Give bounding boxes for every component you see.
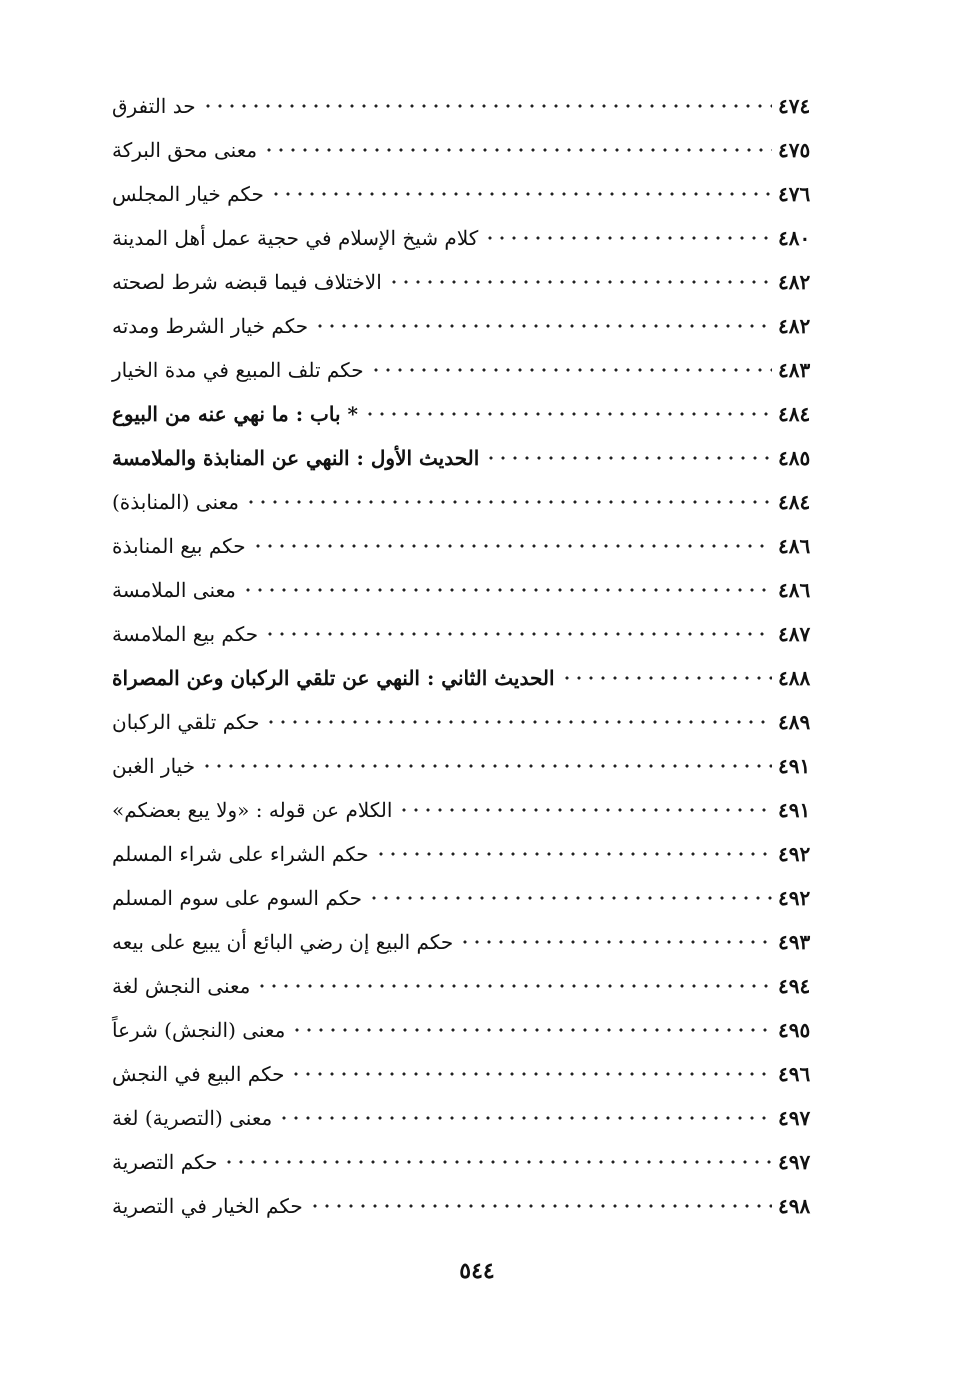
toc-entry [106,260,824,304]
toc-entry [106,920,824,964]
dot-leader [561,656,772,700]
toc-entry [106,832,824,876]
toc-entry-title: حكم التصرية [112,1150,218,1174]
toc-entry [106,744,824,788]
toc-entry-page: ٤٨٣ [778,358,811,382]
dot-leader [370,348,772,392]
toc-entry [106,216,824,260]
toc-section-heading [106,392,824,436]
toc-entry-page: ٤٩٧ [778,1106,811,1130]
toc-entry-page: ٤٩٤ [778,974,811,998]
toc-entry-title: كلام شيخ الإسلام في حجية عمل أهل المدينة [112,226,479,250]
dot-leader [375,832,772,876]
dot-leader [291,1008,772,1052]
toc-entry-title: حكم السوم على سوم المسلم [112,886,363,910]
toc-entry-title: حكم الخيار في التصرية [112,1194,303,1218]
toc-entry-page: ٤٩١ [778,754,811,778]
toc-entry-title: الحديث الأول : النهي عن المنابذة والملامسة [112,446,480,470]
dot-leader [314,304,772,348]
toc-entry [106,480,824,524]
toc-entry [106,1052,824,1096]
dot-leader [201,744,772,788]
table-of-contents [106,84,824,1228]
dot-leader [485,436,772,480]
toc-entry-page: ٤٨٧ [778,622,811,646]
dot-leader [264,612,772,656]
toc-entry-page: ٤٩١ [778,798,811,822]
toc-entry-page: ٤٨٠ [778,226,811,250]
toc-entry-page: ٤٨٤ [778,402,811,426]
toc-entry-title: معنى (التصرية) لغة [112,1106,273,1130]
toc-entry-title: حكم خيار الشرط ومدته [112,314,309,338]
page-number: ٥٤٤ [459,1258,495,1284]
toc-entry-page: ٤٨٦ [778,578,811,602]
toc-entry [106,568,824,612]
toc-entry-title: حكم خيار المجلس [112,182,264,206]
toc-entry [106,524,824,568]
dot-leader [278,1096,772,1140]
dot-leader [202,84,772,128]
toc-entry-title: معنى الملامسة [112,578,236,602]
toc-entry [106,348,824,392]
toc-entry-title: حكم البيع في النجش [112,1062,285,1086]
toc-entry [106,1140,824,1184]
toc-entry-page: ٤٧٤ [778,94,811,118]
dot-leader [364,392,772,436]
toc-entry-page: ٤٩٥ [778,1018,811,1042]
toc-entry-page: ٤٩٣ [778,930,811,954]
toc-entry-title: حكم البيع إن رضي البائع أن يبيع على بيعه [112,930,454,954]
toc-entry-title: حكم بيع المنابذة [112,534,246,558]
toc-entry-title: حكم تلف المبيع في مدة الخيار [112,358,364,382]
toc-entry-title: حكم الشراء على شراء المسلم [112,842,369,866]
toc-entry [106,964,824,1008]
toc-entry-page: ٤٩٧ [778,1150,811,1174]
toc-entry [106,700,824,744]
toc-entry [106,612,824,656]
dot-leader [252,524,772,568]
toc-entry [106,128,824,172]
dot-leader [223,1140,772,1184]
toc-entry-title: حكم بيع الملامسة [112,622,259,646]
toc-entry-page: ٤٧٦ [778,182,811,206]
dot-leader [265,700,772,744]
toc-section-heading [106,656,824,700]
toc-entry-page: ٤٨٤ [778,490,811,514]
toc-entry [106,1184,824,1228]
toc-entry [106,1096,824,1140]
dot-leader [398,788,772,832]
dot-leader [368,876,772,920]
toc-entry-title: حد التفرق [112,94,196,118]
toc-entry-page: ٤٩٨ [778,1194,811,1218]
toc-entry-title: الكلام عن قوله : «ولا يبع بعضكم» [112,798,393,822]
toc-entry [106,1008,824,1052]
toc-entry-title: الحديث الثاني : النهي عن تلقي الركبان وعن المصراة [112,666,555,690]
toc-entry-title: * باب : ما نهي عنه من البيوع [112,402,358,426]
toc-entry-page: ٤٩٢ [778,886,811,910]
toc-entry-page: ٤٩٦ [778,1062,811,1086]
dot-leader [245,480,772,524]
toc-entry-title: معنى النجش لغة [112,974,251,998]
toc-entry [106,788,824,832]
toc-entry-title: خيار الغبن [112,754,196,778]
toc-entry [106,172,824,216]
dot-leader [270,172,772,216]
toc-entry-title: معنى محق البركة [112,138,258,162]
dot-leader [263,128,772,172]
toc-entry-page: ٤٨٢ [778,314,811,338]
toc-entry-page: ٤٨٢ [778,270,811,294]
dot-leader [459,920,772,964]
toc-entry-title: معنى (النجش) شرعاً [112,1018,286,1042]
toc-entry-page: ٤٨٥ [778,446,811,470]
toc-entry [106,84,824,128]
dot-leader [484,216,772,260]
dot-leader [242,568,772,612]
dot-leader [388,260,772,304]
toc-entry-page: ٤٨٩ [778,710,811,734]
dot-leader [290,1052,772,1096]
toc-entry-title: معنى (المنابذة) [112,490,239,514]
dot-leader [309,1184,772,1228]
toc-entry-page: ٤٨٦ [778,534,811,558]
toc-entry-page: ٤٨٨ [778,666,811,690]
dot-leader [256,964,772,1008]
toc-entry-title: الاختلاف فيما قبضه شرط لصحته [112,270,382,294]
toc-entry [106,876,824,920]
toc-section-heading [106,436,824,480]
toc-entry-page: ٤٧٥ [778,138,811,162]
toc-entry-title: حكم تلقي الركبان [112,710,260,734]
toc-entry [106,304,824,348]
toc-entry-page: ٤٩٢ [778,842,811,866]
